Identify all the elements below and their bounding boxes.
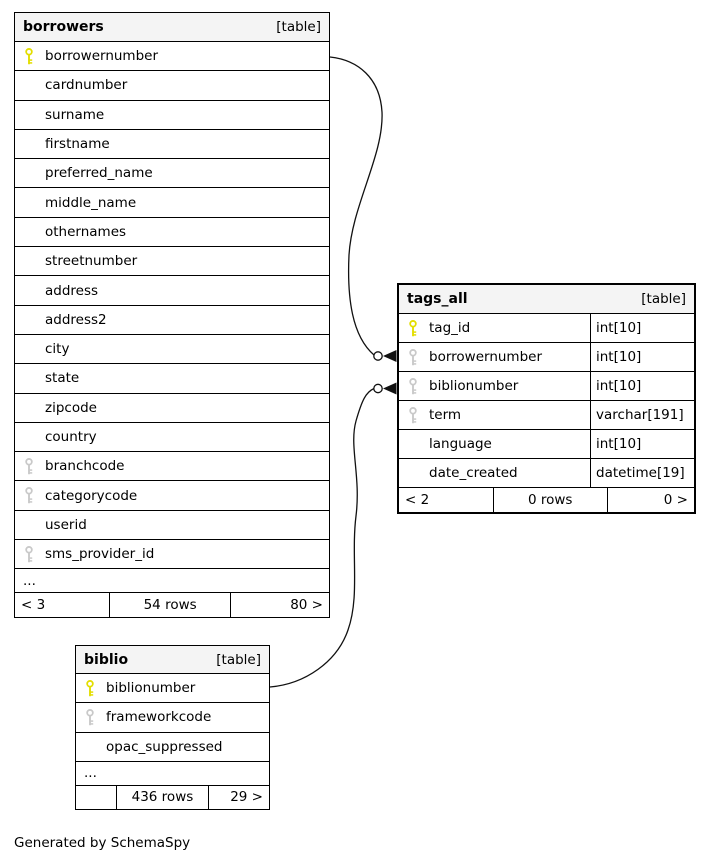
column-name: term	[429, 407, 462, 423]
column-name: firstname	[45, 136, 110, 153]
column-name: frameworkcode	[106, 709, 212, 726]
table-header-biblio[interactable]	[76, 646, 269, 673]
foreign-key-icon	[408, 407, 418, 424]
ellipsis-row: ...	[15, 568, 329, 592]
column-type: varchar[191]	[590, 401, 694, 429]
column-name: state	[45, 370, 80, 387]
column-row	[15, 158, 329, 187]
primary-key-icon	[85, 680, 95, 697]
column-row	[15, 334, 329, 363]
column-name: middle_name	[45, 194, 137, 211]
ellipsis-row: ...	[76, 761, 269, 785]
footer-parent-count	[76, 786, 116, 809]
column-name: branchcode	[45, 458, 125, 475]
column-type: datetime[19]	[590, 459, 694, 487]
cardinality-arrow-icon	[383, 350, 397, 362]
column-name: othernames	[45, 223, 127, 240]
column-type: int[10]	[590, 430, 694, 458]
column-name: sms_provider_id	[45, 546, 155, 563]
column-name: preferred_name	[45, 165, 153, 182]
column-row	[15, 246, 329, 275]
foreign-key-icon	[24, 487, 34, 504]
table-type-badge: [table]	[276, 19, 321, 35]
column-row	[399, 371, 694, 400]
footer-parent-count: < 3	[21, 597, 46, 614]
table-footer	[399, 487, 694, 512]
column-row	[399, 400, 694, 429]
cardinality-arrow-icon	[383, 383, 397, 395]
primary-key-icon	[24, 48, 34, 65]
column-type: int[10]	[590, 343, 694, 371]
column-name: userid	[45, 516, 87, 533]
foreign-key-icon	[85, 709, 95, 726]
table-header-tags_all[interactable]	[399, 285, 694, 313]
column-row	[399, 342, 694, 371]
column-row	[76, 673, 269, 702]
table-node-tags_all	[397, 283, 696, 514]
column-row	[15, 129, 329, 158]
foreign-key-icon	[24, 546, 34, 563]
table-title[interactable]: tags_all	[407, 291, 468, 307]
column-row	[15, 480, 329, 509]
column-name: streetnumber	[45, 253, 138, 270]
table-footer	[15, 592, 329, 617]
footer-row-count: 54 rows	[109, 593, 230, 617]
column-row	[399, 458, 694, 487]
column-row	[15, 305, 329, 334]
column-name: country	[45, 429, 97, 445]
table-title[interactable]: biblio	[84, 651, 129, 668]
table-title[interactable]: borrowers	[23, 19, 104, 35]
column-name: biblionumber	[106, 680, 196, 697]
column-type: int[10]	[590, 372, 694, 400]
footer-child-count: 80 >	[230, 593, 329, 617]
column-row	[15, 70, 329, 99]
foreign-key-icon	[24, 458, 34, 475]
column-row	[15, 275, 329, 304]
footer-parent-count: < 2	[405, 492, 430, 508]
column-row	[399, 313, 694, 342]
column-name: zipcode	[45, 399, 97, 416]
generator-note: Generated by SchemaSpy	[14, 835, 191, 851]
footer-child-count: 29 >	[208, 786, 269, 809]
column-type: int[10]	[590, 314, 694, 342]
footer-child-count: 0 >	[607, 488, 694, 512]
table-header-borrowers[interactable]	[15, 13, 329, 41]
footer-row-count: 436 rows	[116, 786, 208, 809]
column-name: categorycode	[45, 487, 138, 504]
column-row	[15, 422, 329, 451]
column-row	[76, 702, 269, 731]
column-name: language	[429, 436, 492, 452]
foreign-key-icon	[408, 378, 418, 395]
column-name: date_created	[429, 465, 518, 481]
column-row	[15, 363, 329, 392]
table-footer	[76, 785, 269, 809]
primary-key-icon	[408, 320, 418, 337]
footer-row-count: 0 rows	[493, 488, 607, 512]
column-name: surname	[45, 106, 105, 123]
column-name: address	[45, 282, 99, 299]
column-name: borrowernumber	[45, 48, 159, 65]
column-name: tag_id	[429, 320, 471, 336]
foreign-key-icon	[408, 349, 418, 366]
table-type-badge: [table]	[216, 651, 261, 668]
column-row	[15, 187, 329, 216]
column-row	[15, 451, 329, 480]
column-row	[15, 510, 329, 539]
column-row	[76, 732, 269, 761]
column-name: city	[45, 341, 70, 358]
column-row	[15, 539, 329, 568]
column-row	[15, 217, 329, 246]
column-name: biblionumber	[429, 378, 519, 394]
table-type-badge: [table]	[641, 291, 686, 307]
column-name: address2	[45, 311, 107, 328]
column-row	[15, 100, 329, 129]
cardinality-circle-icon	[374, 384, 382, 392]
table-node-borrowers	[14, 12, 330, 618]
column-row	[15, 393, 329, 422]
column-name: borrowernumber	[429, 349, 543, 365]
column-row	[15, 41, 329, 70]
column-name: opac_suppressed	[106, 738, 223, 755]
table-node-biblio	[75, 645, 270, 810]
relationship-borrowers-tags_all	[330, 57, 382, 355]
column-row	[399, 429, 694, 458]
column-name: cardnumber	[45, 77, 128, 94]
cardinality-circle-icon	[374, 352, 382, 360]
